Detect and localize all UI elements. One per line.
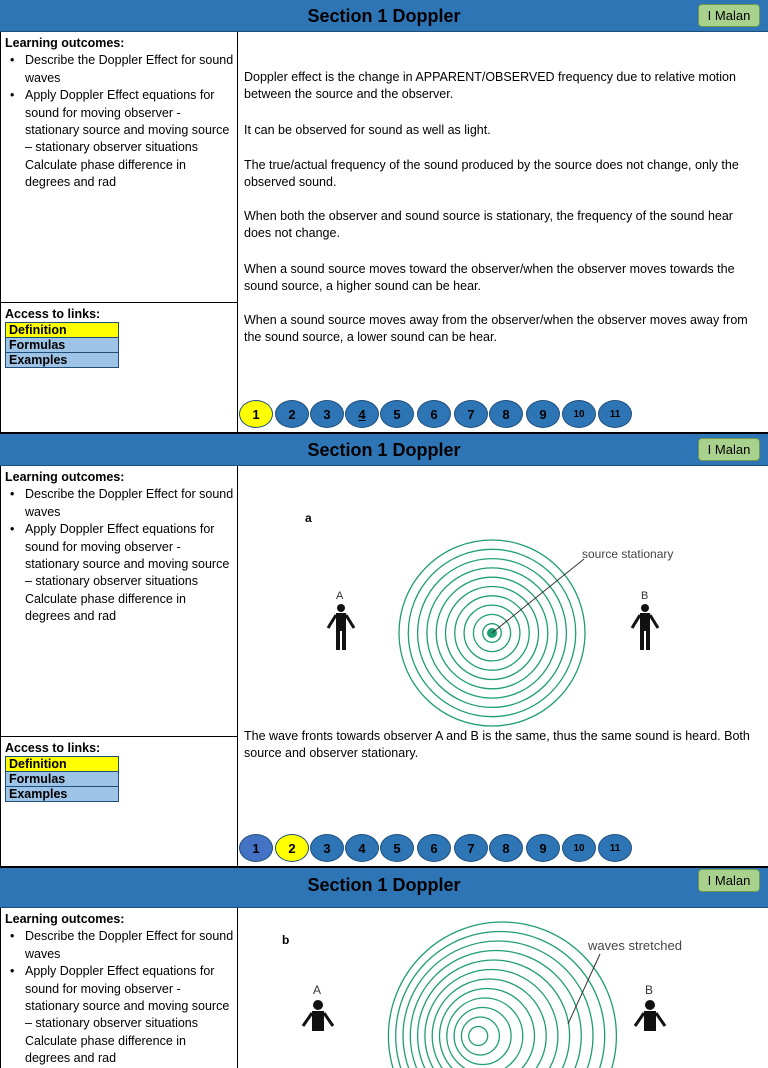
callout-label: waves stretched [587, 938, 682, 953]
nav-button-10[interactable]: 10 [562, 834, 596, 862]
nav-button-10[interactable]: 10 [562, 400, 596, 428]
slide-title: Section 1 Doppler [0, 434, 768, 466]
slide-2 [0, 434, 768, 867]
learning-outcomes [1, 466, 238, 737]
observer-b-icon [635, 1000, 665, 1031]
link-definition[interactable]: Definition [5, 322, 119, 338]
link-definition[interactable]: Definition [5, 756, 119, 772]
learning-outcomes [1, 32, 238, 303]
left-panel [0, 466, 238, 866]
outcome-item: • Describe the Doppler Effect for sound waves [25, 52, 234, 87]
outcome-item: • Describe the Doppler Effect for sound waves [25, 928, 234, 963]
nav-button-6[interactable]: 6 [417, 400, 451, 428]
nav-button-8[interactable]: 8 [489, 400, 523, 428]
observer-b-label: B [645, 983, 653, 997]
slide-3 [0, 868, 768, 1024]
wave-front-ring [461, 1017, 499, 1055]
wave-front-ring [425, 970, 558, 1068]
nav-button-1[interactable]: 1 [239, 834, 273, 862]
callout-line [492, 559, 584, 633]
nav-button-2[interactable]: 2 [275, 834, 309, 862]
wave-front-ring [410, 951, 581, 1068]
nav-button-5[interactable]: 5 [380, 400, 414, 428]
nav-button-5[interactable]: 5 [380, 834, 414, 862]
author-badge[interactable]: I Malan [698, 869, 760, 892]
wave-front-ring [418, 960, 570, 1068]
links-heading: Access to links: [5, 740, 234, 757]
link-formulas[interactable]: Formulas [5, 771, 119, 787]
slide-1 [0, 0, 768, 433]
nav-button-3[interactable]: 3 [310, 834, 344, 862]
observer-a-icon [303, 1000, 333, 1031]
nav-button-4[interactable]: 4 [345, 400, 379, 428]
nav-button-6[interactable]: 6 [417, 834, 451, 862]
content-panel [238, 466, 768, 866]
slide-header [0, 868, 768, 908]
wave-front-ring [440, 989, 535, 1068]
nav-button-7[interactable]: 7 [454, 400, 488, 428]
panel-letter: a [305, 511, 312, 525]
panel-letter: b [282, 933, 289, 947]
slide-header [0, 0, 768, 32]
nav-button-7[interactable]: 7 [454, 834, 488, 862]
author-badge[interactable]: I Malan [698, 4, 760, 27]
callout-label: source stationary [582, 547, 673, 561]
wave-front-ring [469, 1027, 488, 1046]
left-panel [0, 32, 238, 433]
observer-b-icon [632, 604, 658, 650]
learning-outcomes-heading: Learning outcomes: [5, 469, 234, 486]
wave-fronts [388, 922, 616, 1068]
links-section [1, 303, 238, 371]
content-panel [238, 908, 768, 1024]
paragraph: When a sound source moves away from the observer/when the observer moves away from the sound source, a lower sound can be hear. [244, 312, 759, 347]
learning-outcomes-heading: Learning outcomes: [5, 35, 234, 52]
nav-button-9[interactable]: 9 [526, 400, 560, 428]
paragraph: It can be observed for sound as well as light. [244, 122, 759, 139]
link-examples[interactable]: Examples [5, 352, 119, 368]
outcome-item: • Apply Doppler Effect equations for sound for moving observer - stationary source and moving source – stationary observer situations Calculate phase difference in degrees and rad [25, 963, 234, 1067]
paragraph: The wave fronts towards observer A and B is the same, thus the same sound is heard. Both source and observer stationary. [244, 728, 759, 763]
left-panel [0, 908, 238, 1068]
callout-line [568, 954, 600, 1024]
nav-button-9[interactable]: 9 [526, 834, 560, 862]
links-heading: Access to links: [5, 306, 234, 323]
nav-button-4[interactable]: 4 [345, 834, 379, 862]
link-formulas[interactable]: Formulas [5, 337, 119, 353]
content-panel [238, 32, 768, 433]
slide-title: Section 1 Doppler [0, 868, 768, 902]
nav-button-11[interactable]: 11 [598, 400, 632, 428]
link-examples[interactable]: Examples [5, 786, 119, 802]
wave-front-ring [388, 922, 616, 1068]
nav-button-8[interactable]: 8 [489, 834, 523, 862]
slide-header [0, 434, 768, 466]
author-badge[interactable]: I Malan [698, 438, 760, 461]
paragraph: When a sound source moves toward the observer/when the observer moves towards the sound source, a higher sound can be hear. [244, 261, 759, 296]
nav-button-2[interactable]: 2 [275, 400, 309, 428]
paragraph: Doppler effect is the change in APPARENT/OBSERVED frequency due to relative motion between the source and the observer. [244, 69, 759, 104]
observer-a-label: A [313, 983, 321, 997]
learning-outcomes-heading: Learning outcomes: [5, 911, 234, 928]
nav-button-11[interactable]: 11 [598, 834, 632, 862]
doppler-stationary-diagram [238, 466, 768, 726]
observer-a-icon [328, 604, 354, 650]
learning-outcomes [1, 908, 238, 1068]
observer-a-label: A [336, 590, 344, 602]
outcome-item: • Apply Doppler Effect equations for sound for moving observer - stationary source and moving source – stationary observer situations Calculate phase difference in degrees and rad [25, 521, 234, 625]
paragraph: The true/actual frequency of the sound produced by the source does not change, only the observed sound. [244, 157, 759, 192]
nav-button-1[interactable]: 1 [239, 400, 273, 428]
outcome-item: • Apply Doppler Effect equations for sound for moving observer - stationary source and moving source – stationary observer situations Calculate phase difference in degrees and rad [25, 87, 234, 191]
slide-title: Section 1 Doppler [0, 0, 768, 32]
outcome-item: • Describe the Doppler Effect for sound waves [25, 486, 234, 521]
links-section [1, 737, 238, 805]
paragraph: When both the observer and sound source is stationary, the frequency of the sound hear does not change. [244, 208, 759, 243]
doppler-moving-diagram [238, 908, 768, 1024]
observer-b-label: B [641, 590, 648, 602]
nav-button-3[interactable]: 3 [310, 400, 344, 428]
wave-front-ring [454, 1008, 511, 1065]
